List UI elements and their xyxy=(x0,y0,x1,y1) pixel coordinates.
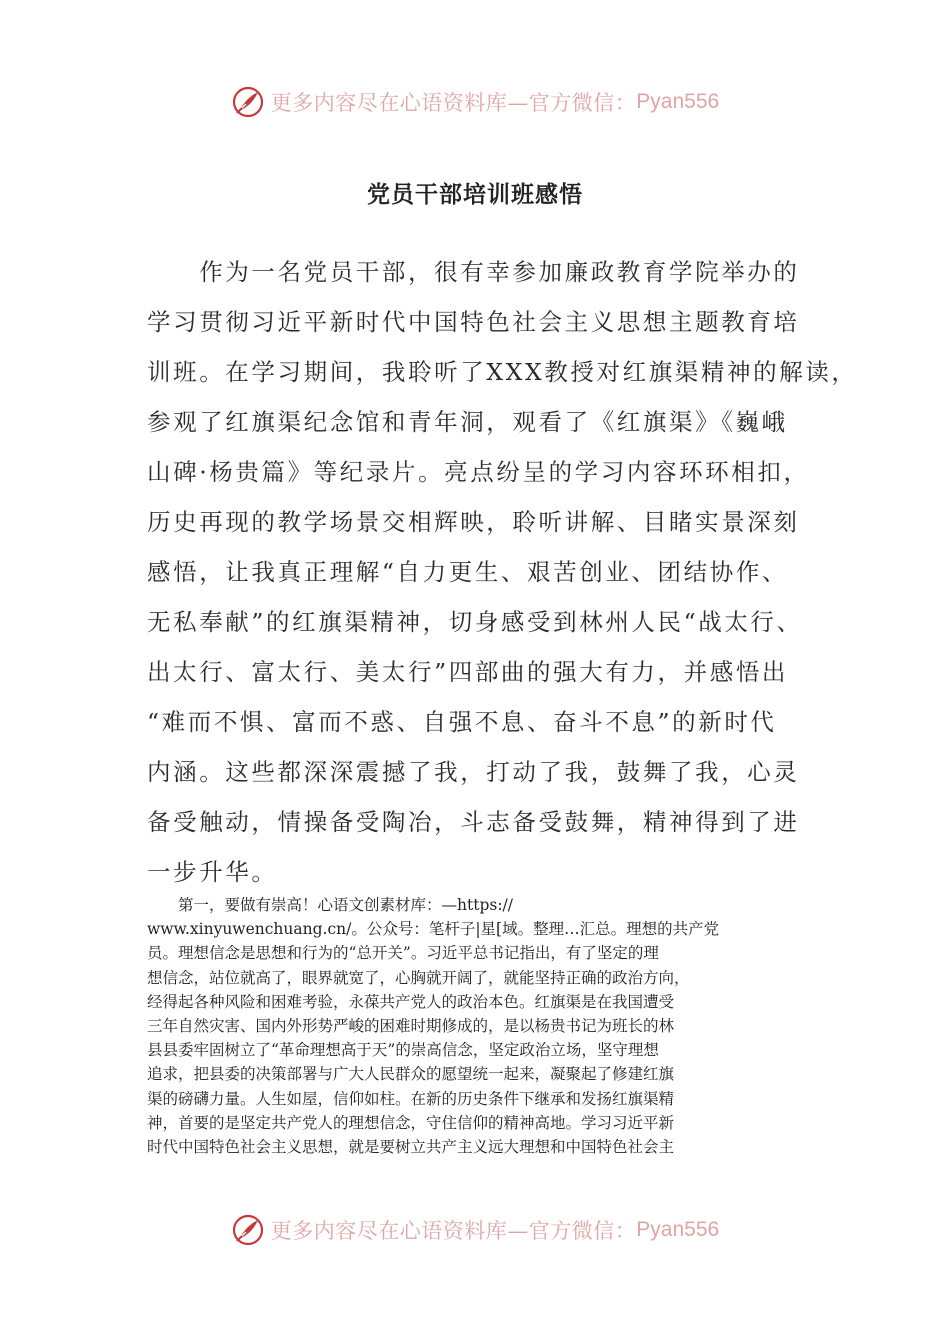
banner-text: 更多内容尽在心语资料库—官方微信： xyxy=(270,1219,637,1243)
intro-line: 历史再现的教学场景交相辉映，聆听讲解、目睹实景深刻 xyxy=(147,508,800,536)
banner-text: 更多内容尽在心语资料库—官方微信： xyxy=(270,91,637,115)
intro-line: 参观了红旗渠纪念馆和青年洞，观看了《红旗渠》《巍峨 xyxy=(147,408,788,436)
section-line: 第一，要做有崇高！心语文创素材库：—https:// xyxy=(147,896,513,914)
section-line: 渠的磅礴力量。人生如屋，信仰如柱。在新的历史条件下继承和发扬红旗渠精 xyxy=(147,1089,675,1108)
section-line: 经得起各种风险和困难考验，永葆共产党人的政治本色。红旗渠是在我国遭受 xyxy=(147,992,675,1011)
section-line: www.xinyuwenchuang.cn/。公众号：笔杆子|星[域。整理…汇总。理想的共产党 xyxy=(147,920,720,939)
banner-wechat-id: Pyan556 xyxy=(636,90,720,113)
intro-line: 一步升华。 xyxy=(147,858,278,886)
intro-line: 感悟，让我真正理解“自力更生、艰苦创业、团结协作、 xyxy=(147,558,789,586)
banner-wechat-id: Pyan556 xyxy=(636,1218,720,1241)
intro-line: 出太行、富太行、美太行”四部曲的强大有力，并感悟出 xyxy=(147,658,789,686)
section-line: 员。理想信念是思想和行为的“总开关”。习近平总书记指出，有了坚定的理 xyxy=(147,944,659,963)
intro-line: 训班。在学习期间，我聆听了XXX教授对红旗渠精神的解读， xyxy=(147,358,858,386)
section-one-paragraph xyxy=(147,893,807,1159)
intro-line: 山碑·杨贵篇》等纪录片。亮点纷呈的学习内容环环相扣， xyxy=(147,458,810,486)
top-watermark-banner xyxy=(0,82,950,122)
bottom-watermark-banner xyxy=(0,1210,950,1250)
intro-line: 备受触动，情操备受陶冶，斗志备受鼓舞，精神得到了进 xyxy=(147,808,800,836)
intro-line: 学习贯彻习近平新时代中国特色社会主义思想主题教育培 xyxy=(147,308,800,336)
section-line: 三年自然灾害、国内外形势严峻的困难时期修成的，是以杨贵书记为班长的林 xyxy=(147,1016,675,1035)
intro-line: “难而不惧、富而不惑、自强不息、奋斗不息”的新时代 xyxy=(147,708,777,736)
quill-pen-logo-icon xyxy=(231,1213,265,1247)
intro-line: 内涵。这些都深深震撼了我，打动了我，鼓舞了我，心灵 xyxy=(147,758,800,786)
section-line: 想信念，站位就高了，眼界就宽了，心胸就开阔了，就能坚持正确的政治方向， xyxy=(147,968,690,987)
section-line: 县县委牢固树立了“革命理想高于天”的崇高信念，坚定政治立场，坚守理想 xyxy=(147,1041,659,1060)
section-line: 神，首要的是坚定共产党人的理想信念，守住信仰的精神高地。学习习近平新 xyxy=(147,1113,675,1132)
intro-line: 作为一名党员干部，很有幸参加廉政教育学院举办的 xyxy=(147,258,800,286)
section-line: 时代中国特色社会主义思想，就是要树立共产主义远大理想和中国特色社会主 xyxy=(147,1137,675,1156)
intro-line: 无私奉献”的红旗渠精神，切身感受到林州人民“战太行、 xyxy=(147,608,803,636)
quill-pen-logo-icon xyxy=(231,85,265,119)
section-line: 追求，把县委的决策部署与广大人民群众的愿望统一起来，凝聚起了修建红旗 xyxy=(147,1065,675,1084)
intro-paragraph xyxy=(147,247,858,897)
document-title: 党员干部培训班感悟 xyxy=(367,181,583,208)
